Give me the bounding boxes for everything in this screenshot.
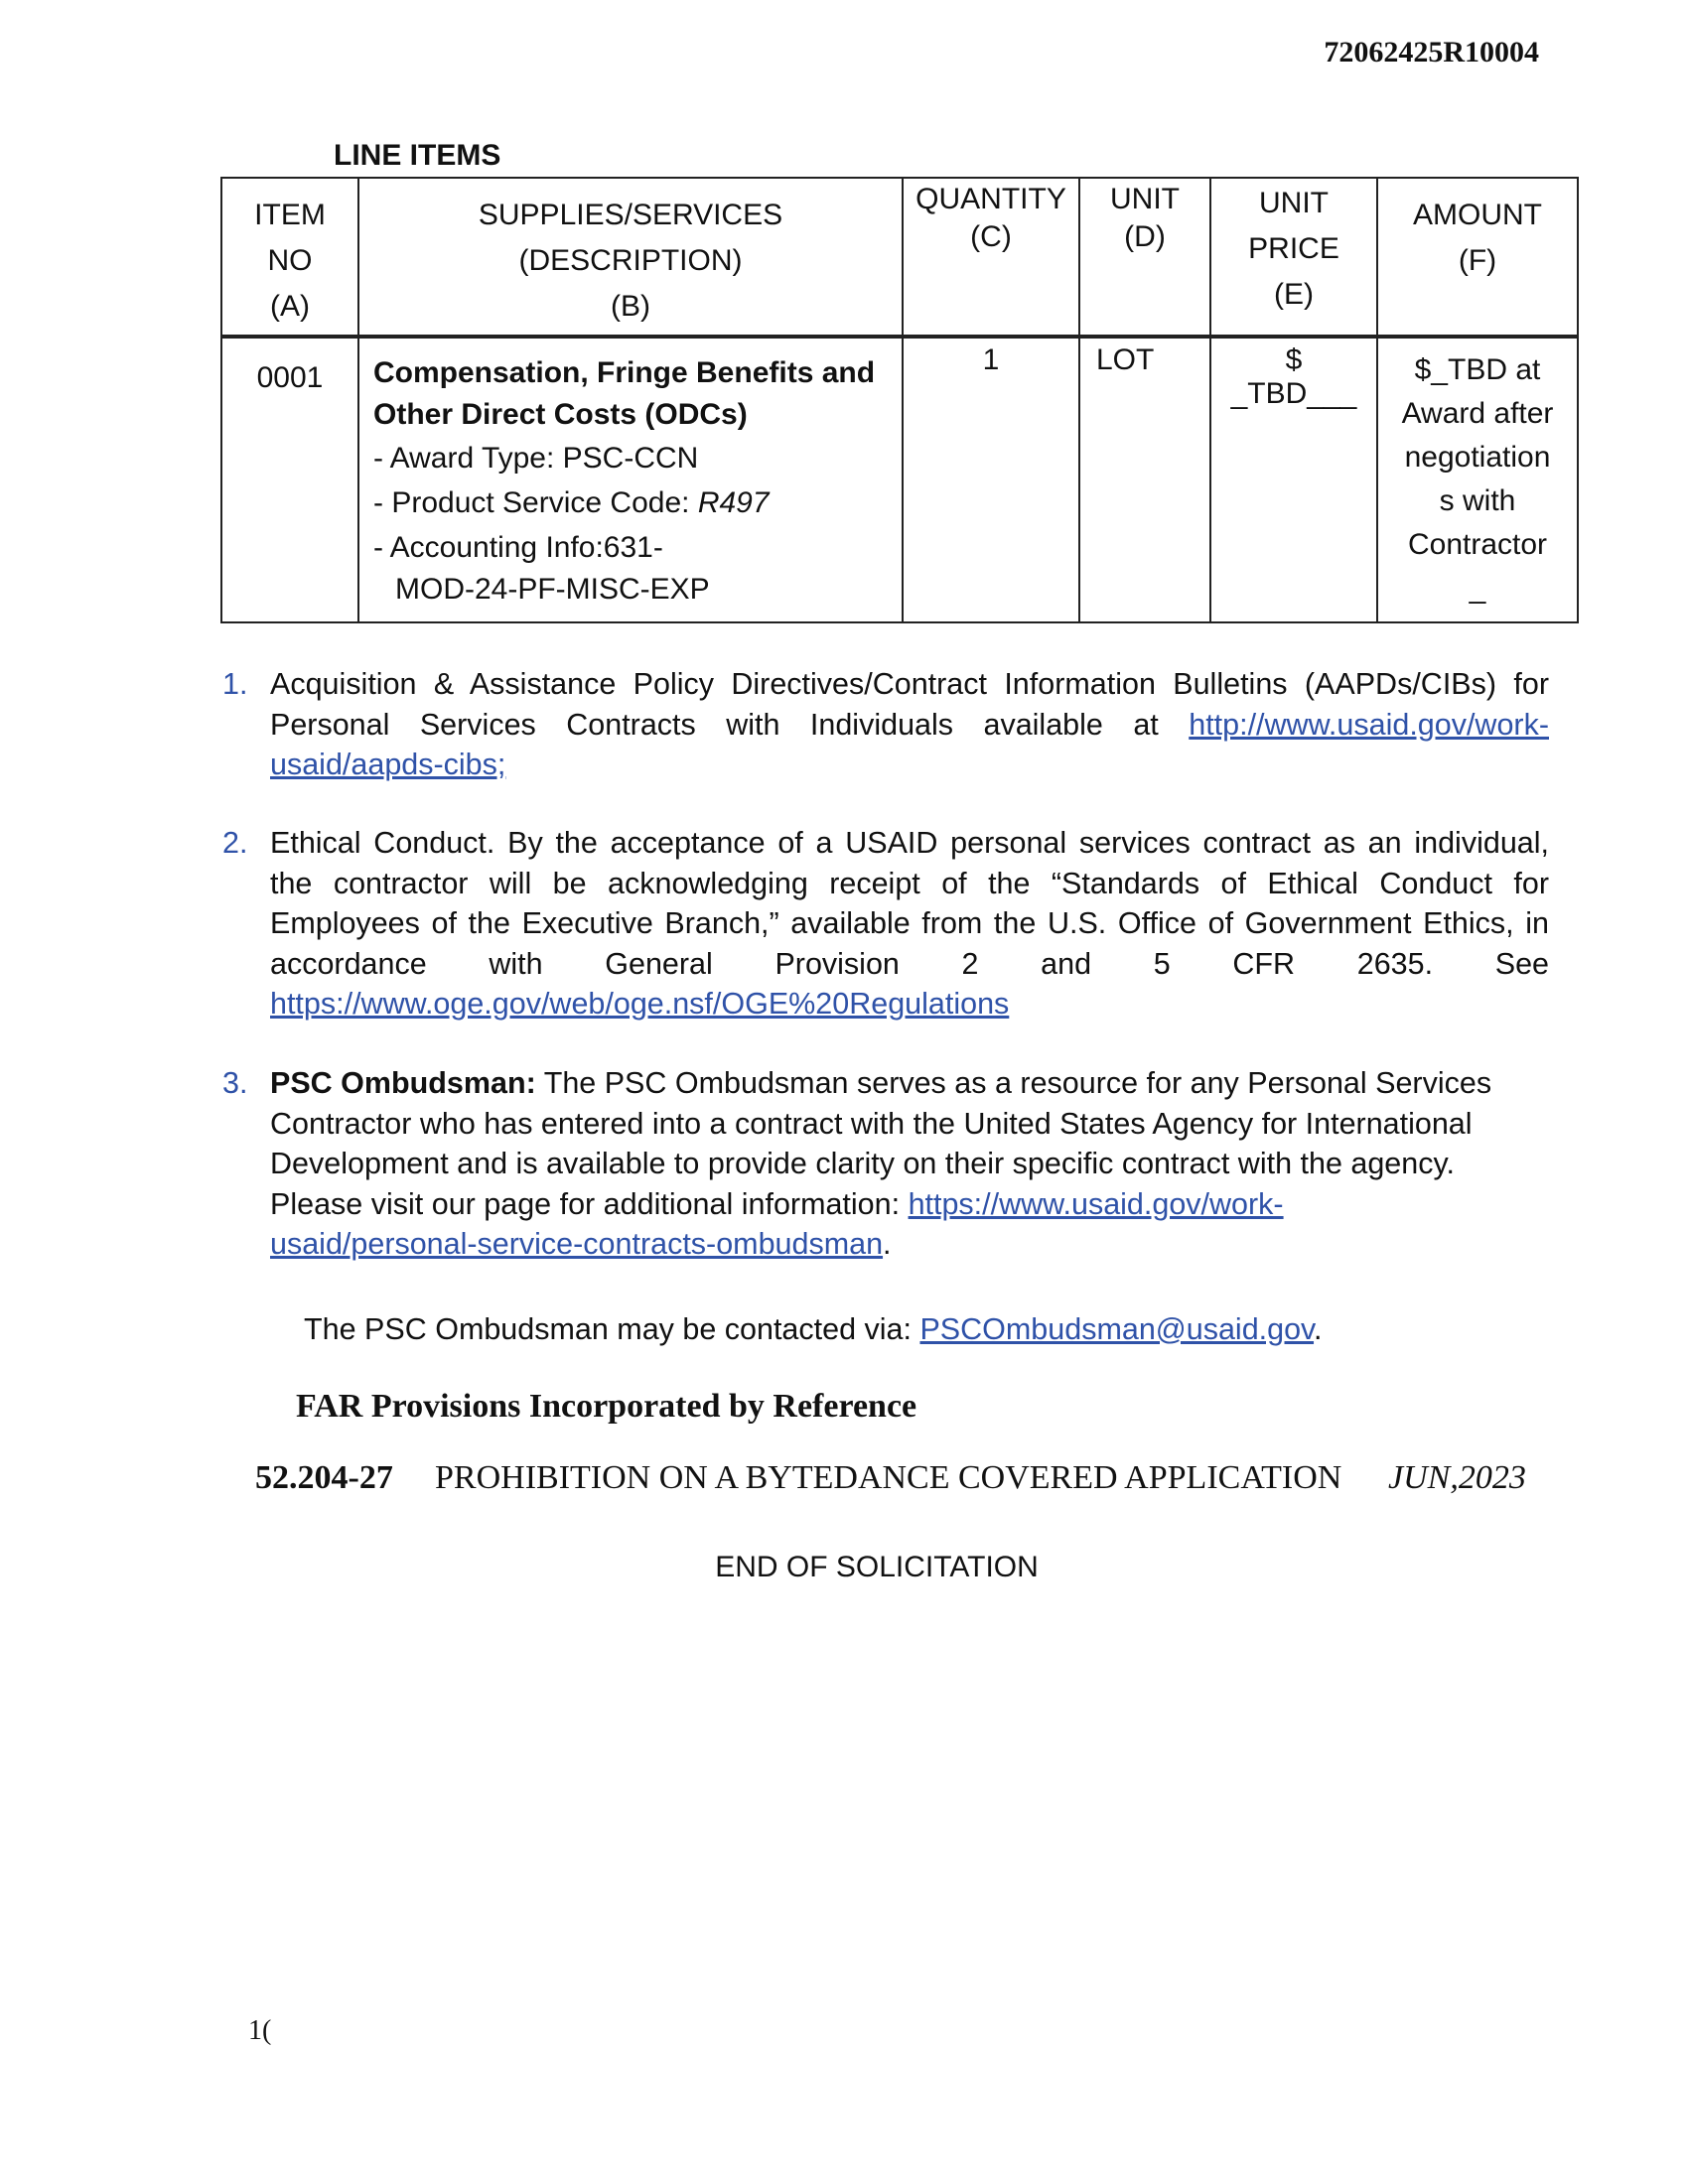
psc-ombudsman-label: PSC Ombudsman: bbox=[270, 1066, 536, 1100]
header-amount: AMOUNT (F) bbox=[1377, 178, 1578, 337]
page-number: 1( bbox=[248, 2015, 272, 2046]
line-items-table bbox=[220, 177, 1579, 623]
accounting-info: - Accounting Info:631- bbox=[373, 531, 663, 564]
far-provisions-heading: FAR Provisions Incorporated by Reference bbox=[296, 1388, 917, 1425]
table-row bbox=[221, 337, 1578, 622]
unit-cell: LOT bbox=[1079, 337, 1210, 622]
accounting-info-continued: MOD-24-PF-MISC-EXP bbox=[395, 573, 710, 606]
list-item-psc-ombudsman: 3. PSC Ombudsman: The PSC Ombudsman serves as a resource for any Personal Services Contractor who has entered into a contract with the United States Agency for International Development and is available to provide clarity on their specific contract with the agency. Please visit our page for additional information: https://www.usaid.gov/work- usaid/personal-service-contracts-ombudsman. bbox=[270, 1063, 1549, 1265]
description-cell bbox=[358, 337, 903, 622]
far-clause-date: JUN,2023 bbox=[1388, 1459, 1526, 1496]
table-header-row bbox=[221, 178, 1578, 337]
aapds-cibs-link-continued[interactable]: usaid/aapds-cibs; bbox=[270, 748, 506, 781]
list-item-aapds-cibs: 1. Acquisition & Assistance Policy Directives/Contract Information Bulletins (AAPDs/CIBs) for Personal Services Contracts with Individuals available at http://www.usaid.gov/work- usaid/aapds-cibs; bbox=[270, 664, 1549, 785]
header-unit-price: UNIT PRICE (E) bbox=[1210, 178, 1377, 337]
list-number: 2. bbox=[222, 826, 248, 860]
ombudsman-email-link[interactable]: PSCOmbudsman@usaid.gov bbox=[919, 1312, 1315, 1346]
ombudsman-page-link[interactable]: https://www.usaid.gov/work- bbox=[908, 1186, 1284, 1221]
list-item-ethical-conduct: 2. Ethical Conduct. By the acceptance of a USAID personal services contract as an individual, the contractor will be acknowledging receipt of the “Standards of Ethical Conduct for Employees of the Executive Branch,” available from the U.S. Office of Government Ethics, in accordance with General Provision 2 and 5 CFR 2635. See https://www.oge.gov/web/oge.nsf/OGE%20Regulations bbox=[270, 823, 1549, 1024]
line-items-heading: LINE ITEMS bbox=[334, 139, 501, 172]
product-service-code: - Product Service Code: R497 bbox=[373, 486, 770, 519]
description-title: Compensation, Fringe Benefits and Other Direct Costs (ODCs) bbox=[373, 356, 876, 431]
header-unit: UNIT (D) bbox=[1079, 178, 1210, 337]
header-quantity: QUANTITY (C) bbox=[903, 178, 1079, 337]
quantity-cell: 1 bbox=[903, 337, 1079, 622]
document-number: 72062425R10004 bbox=[1324, 36, 1539, 68]
ombudsman-contact: The PSC Ombudsman may be contacted via: PSCOmbudsman@usaid.gov. bbox=[304, 1312, 1323, 1346]
oge-regulations-link[interactable]: https://www.oge.gov/web/oge.nsf/OGE%20Regulations bbox=[270, 987, 1010, 1021]
header-supplies-services: SUPPLIES/SERVICES (DESCRIPTION) (B) bbox=[358, 178, 903, 337]
unit-price-cell: $ _TBD___ bbox=[1210, 337, 1377, 622]
aapds-cibs-link[interactable]: http://www.usaid.gov/work- bbox=[1189, 707, 1549, 742]
item-no-cell: 0001 bbox=[221, 337, 358, 622]
end-of-solicitation: END OF SOLICITATION bbox=[715, 1551, 1039, 1583]
far-clause-number: 52.204-27 bbox=[255, 1459, 393, 1496]
ombudsman-page-link-continued[interactable]: usaid/personal-service-contracts-ombudsman bbox=[270, 1227, 884, 1261]
amount-cell: $_TBD at Award after negotiation s with Contractor _ bbox=[1377, 337, 1578, 622]
list-number: 1. bbox=[222, 667, 248, 701]
header-item-no: ITEM NO (A) bbox=[221, 178, 358, 337]
far-clause-title: PROHIBITION ON A BYTEDANCE COVERED APPLICATION bbox=[435, 1459, 1342, 1496]
list-number: 3. bbox=[222, 1066, 248, 1100]
award-type: - Award Type: PSC-CCN bbox=[373, 442, 699, 475]
